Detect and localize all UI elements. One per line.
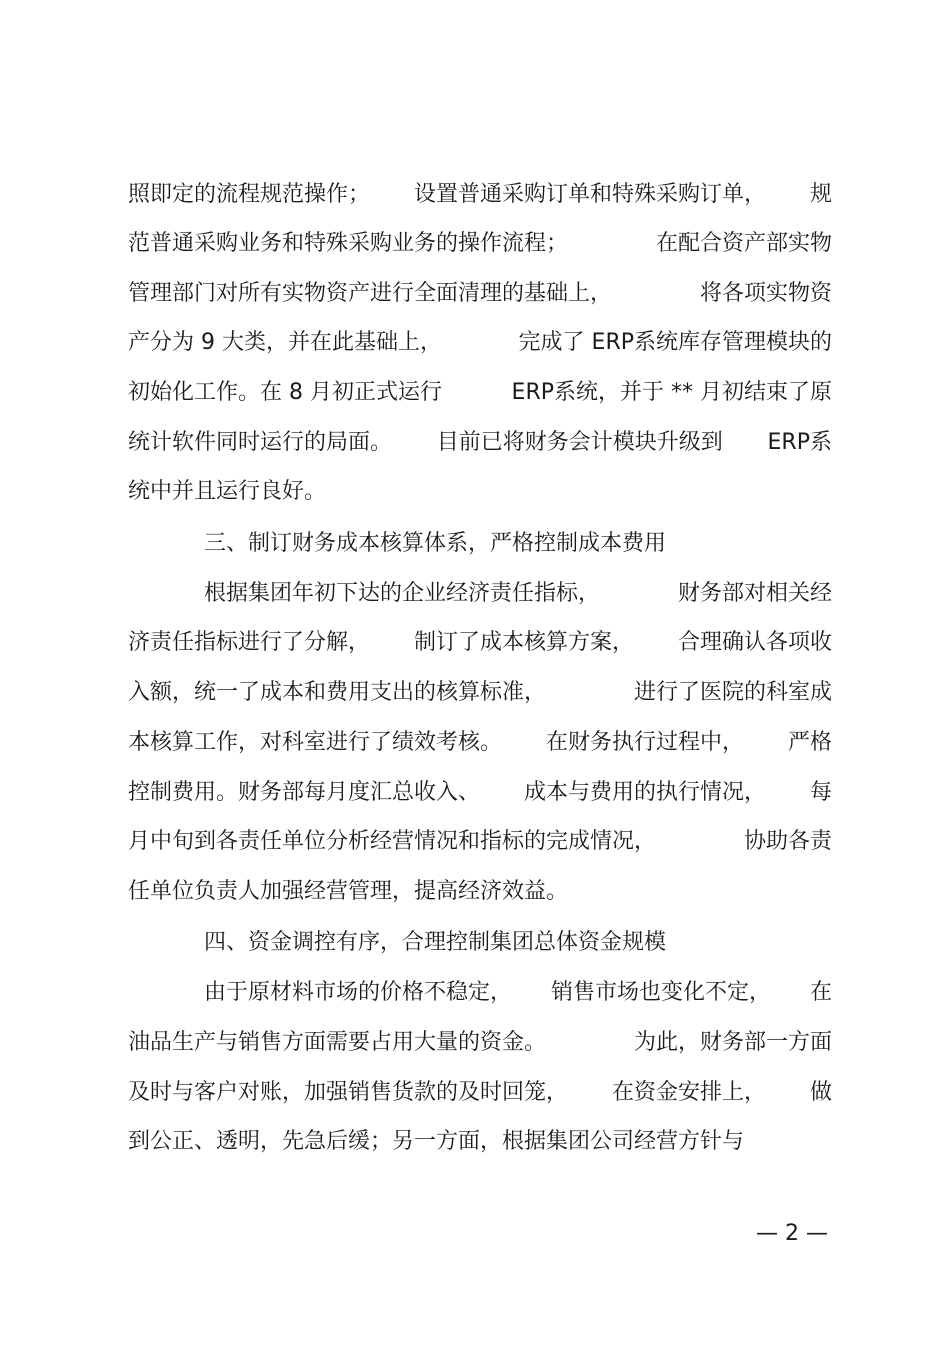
text-segment: ERP系 <box>767 430 832 455</box>
text-segment: 在配合资产部实物 <box>655 231 832 256</box>
text-segment: 初始化工作。在 8 月初正式运行 <box>128 380 442 405</box>
body-text-line <box>128 475 832 509</box>
body-text-line <box>128 1125 832 1159</box>
text-segment: 制订了成本核算方案， <box>413 630 634 655</box>
text-segment: 统中并且运行良好。 <box>128 479 327 504</box>
text-segment: 财务部对相关经 <box>677 581 832 606</box>
text-segment: 范普通采购业务和特殊采购业务的操作流程； <box>128 231 569 256</box>
text-segment: 规 <box>809 182 832 207</box>
text-segment: 为此，财务部一方面 <box>633 1030 832 1055</box>
text-segment: 在 <box>809 980 832 1005</box>
body-text-line <box>128 227 832 261</box>
text-segment: 月中旬到各责任单位分析经营情况和指标的完成情况， <box>128 829 657 854</box>
text-segment: 到公正、透明，先急后缓；另一方面，根据集团公司经营方针与 <box>128 1129 745 1154</box>
text-segment: 统计软件同时运行的局面。 <box>128 430 393 455</box>
text-segment: 管理部门对所有实物资产进行全面清理的基础上， <box>128 281 613 306</box>
text-segment: 在财务执行过程中， <box>545 730 744 755</box>
text-segment: 设置普通采购订单和特殊采购订单， <box>413 182 766 207</box>
page-number: — 2 — <box>756 1221 828 1246</box>
text-segment: 任单位负责人加强经营管理，提高经济效益。 <box>128 879 569 904</box>
text-segment: 做 <box>809 1080 832 1105</box>
body-text-line <box>128 726 832 760</box>
text-segment: 产分为 9 大类，并在此基础上， <box>128 330 442 355</box>
body-text-line <box>128 626 832 660</box>
body-text-line <box>128 1076 832 1110</box>
text-segment: 油品生产与销售方面需要占用大量的资金。 <box>128 1030 547 1055</box>
body-text-line <box>128 426 832 460</box>
text-segment: ERP系统，并于 ** 月初结束了原 <box>511 380 832 405</box>
text-segment: 每 <box>809 780 832 805</box>
text-segment: 合理确认各项收 <box>677 630 832 655</box>
body-text-line <box>128 326 832 360</box>
body-text-line <box>204 577 832 611</box>
text-segment: 进行了医院的科室成 <box>633 680 832 705</box>
body-text-line <box>128 776 832 810</box>
text-segment: 销售市场也变化不定， <box>550 980 771 1005</box>
body-text-line <box>128 676 832 710</box>
text-segment: 目前已将财务会计模块升级到 <box>436 430 723 455</box>
body-text-line <box>128 1026 832 1060</box>
text-segment: 照即定的流程规范操作； <box>128 182 371 207</box>
body-text-line <box>128 376 832 410</box>
text-segment: 将各项实物资 <box>699 281 832 306</box>
body-text-line <box>204 976 832 1010</box>
text-segment: 由于原材料市场的价格不稳定， <box>204 980 513 1005</box>
section-heading: 三、制订财务成本核算体系，严格控制成本费用 <box>204 531 667 556</box>
text-segment: 及时与客户对账，加强销售货款的及时回笼， <box>128 1080 569 1105</box>
text-segment: 成本与费用的执行情况， <box>523 780 766 805</box>
text-segment: 控制费用。财务部每月度汇总收入、 <box>128 780 481 805</box>
text-segment: 完成了 ERP系统库存管理模块的 <box>518 330 832 355</box>
text-segment: 本核算工作，对科室进行了绩效考核。 <box>128 730 503 755</box>
body-text-line <box>128 875 832 909</box>
body-text-line <box>128 178 832 212</box>
text-segment: 在资金安排上， <box>611 1080 766 1105</box>
body-text-line <box>128 277 832 311</box>
text-segment: 根据集团年初下达的企业经济责任指标， <box>204 581 601 606</box>
text-segment: 入额，统一了成本和费用支出的核算标准， <box>128 680 547 705</box>
text-segment: 严格 <box>787 730 832 755</box>
body-text-line <box>128 825 832 859</box>
text-segment: 济责任指标进行了分解， <box>128 630 371 655</box>
text-segment: 协助各责 <box>743 829 832 854</box>
section-heading: 四、资金调控有序，合理控制集团总体资金规模 <box>204 930 667 955</box>
